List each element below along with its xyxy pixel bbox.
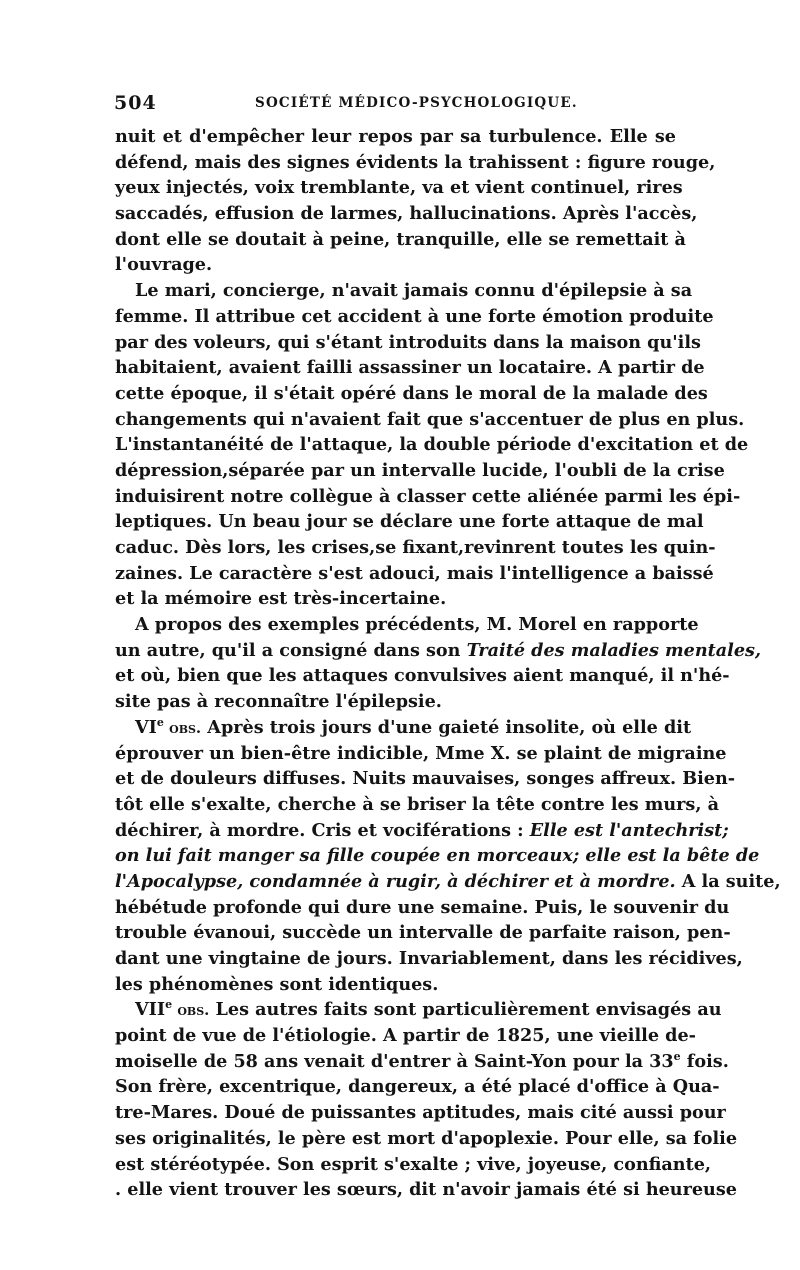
text-line: site pas à reconnaître l'épilepsie. (115, 691, 442, 713)
text-line: éprouver un bien-être indicible, Mme X. se plaint de migraine (115, 742, 727, 764)
text-line: est stéréotypée. Son esprit s'exalte ; vive, joyeuse, confiante, (115, 1153, 712, 1175)
text-line: défend, mais des signes évidents la trahissent : figure rouge, (115, 151, 716, 173)
text-line: cette époque, il s'était opéré dans le moral de la malade des (115, 382, 708, 404)
observation-heading-line (115, 997, 722, 1023)
text-line (115, 869, 781, 895)
text-line: et où, bien que les attaques convulsives aient manqué, il n'hé- (115, 665, 730, 687)
text-run: un autre, qu'il a consigné dans son (115, 639, 467, 661)
text-run: déchirer, à mordre. Cris et vociférations : (115, 819, 530, 841)
text-run: Les autres faits sont particulièrement envisagés au (209, 999, 722, 1021)
journal-title: SOCIÉTÉ MÉDICO-PSYCHOLOGIQUE. (255, 95, 578, 111)
text-line: induisirent notre collègue à classer cette aliénée parmi les épi- (115, 485, 741, 507)
observation-abbrev: obs. (163, 718, 202, 737)
observation-heading-line (115, 715, 692, 741)
text-run: fois. (680, 1050, 729, 1072)
quoted-speech: Elle est l'antechrist; (529, 819, 729, 841)
book-title: Traité des maladies mentales, (466, 639, 762, 661)
text-line: dépression,séparée par un intervalle lucide, l'oubli de la crise (115, 459, 725, 481)
running-head (114, 92, 677, 118)
text-line: changements qui n'avaient fait que s'accentuer de plus en plus. (115, 408, 745, 430)
text-run: A la suite, (675, 870, 781, 892)
text-line: caduc. Dès lors, les crises,se fixant,revinrent toutes les quin- (115, 537, 716, 558)
text-line: l'ouvrage. (115, 254, 213, 276)
text-line: zaines. Le caractère s'est adouci, mais l'intelligence a baissé (115, 562, 714, 584)
observation-abbrev: obs. (172, 1001, 210, 1020)
ordinal-superscript: e (673, 1049, 681, 1063)
text-line (115, 818, 729, 844)
text-line: nuit et d'empêcher leur repos par sa turbulence. Elle se (115, 126, 676, 147)
text-line: dont elle se doutait à peine, tranquille, elle se remettait à (115, 228, 686, 250)
paragraph-start: A propos des exemples précédents, M. Morel en rapporte (135, 614, 699, 636)
text-line: ses originalités, le père est mort d'apoplexie. Pour elle, sa folie (115, 1127, 738, 1149)
observation-number: VI (135, 716, 157, 738)
text-line (115, 1049, 729, 1075)
text-line: L'instantanéité de l'attaque, la double période d'excitation et de (115, 434, 749, 456)
text-line: habitaient, avaient failli assassiner un locataire. A partir de (115, 357, 705, 379)
body-text (115, 124, 781, 1203)
text-line: par des voleurs, qui s'étant introduits dans la maison qu'ils (115, 331, 701, 353)
ordinal-superscript: e (165, 998, 173, 1012)
text-line: dant une vingtaine de jours. Invariablement, dans les récidives, (115, 948, 743, 969)
text-line: et de douleurs diffuses. Nuits mauvaises, songes affreux. Bien- (115, 768, 736, 790)
text-line: femme. Il attribue cet accident à une forte émotion produite (115, 305, 714, 327)
page-number: 504 (114, 92, 157, 114)
quoted-speech-line: on lui fait manger sa fille coupée en morceaux; elle est la bête de (115, 845, 760, 867)
text-line: point de vue de l'étiologie. A partir de 1825, une vieille de- (115, 1025, 696, 1047)
text-line: les phénomènes sont identiques. (115, 973, 439, 995)
text-run: Après trois jours d'une gaieté insolite, où elle dit (201, 716, 692, 738)
ordinal-superscript: e (156, 715, 164, 729)
observation-number: VII (135, 999, 166, 1021)
text-line: tôt elle s'exalte, cherche à se briser la tête contre les murs, à (115, 793, 719, 815)
quoted-speech: l'Apocalypse, condamnée à rugir, à déchirer et à mordre. (115, 870, 676, 892)
text-line (115, 638, 762, 664)
text-line: . elle vient trouver les sœurs, dit n'avoir jamais été si heureuse (115, 1179, 737, 1201)
text-run: moiselle de 58 ans venait d'entrer à Saint-Yon pour la 33 (115, 1050, 674, 1072)
text-line: Son frère, excentrique, dangereux, a été placé d'office à Qua- (115, 1076, 720, 1098)
text-line: et la mémoire est très-incertaine. (115, 588, 447, 610)
text-line: trouble évanoui, succède un intervalle de parfaite raison, pen- (115, 922, 731, 944)
paragraph-start: Le mari, concierge, n'avait jamais connu d'épilepsie à sa (135, 280, 693, 302)
text-line: leptiques. Un beau jour se déclare une forte attaque de mal (115, 511, 704, 533)
text-line: tre-Mares. Doué de puissantes aptitudes, mais cité aussi pour (115, 1102, 726, 1124)
text-line: hébétude profonde qui dure une semaine. Puis, le souvenir du (115, 896, 730, 918)
text-line: yeux injectés, voix tremblante, va et vient continuel, rires (115, 177, 683, 199)
text-line: saccadés, effusion de larmes, hallucinations. Après l'accès, (115, 203, 698, 225)
